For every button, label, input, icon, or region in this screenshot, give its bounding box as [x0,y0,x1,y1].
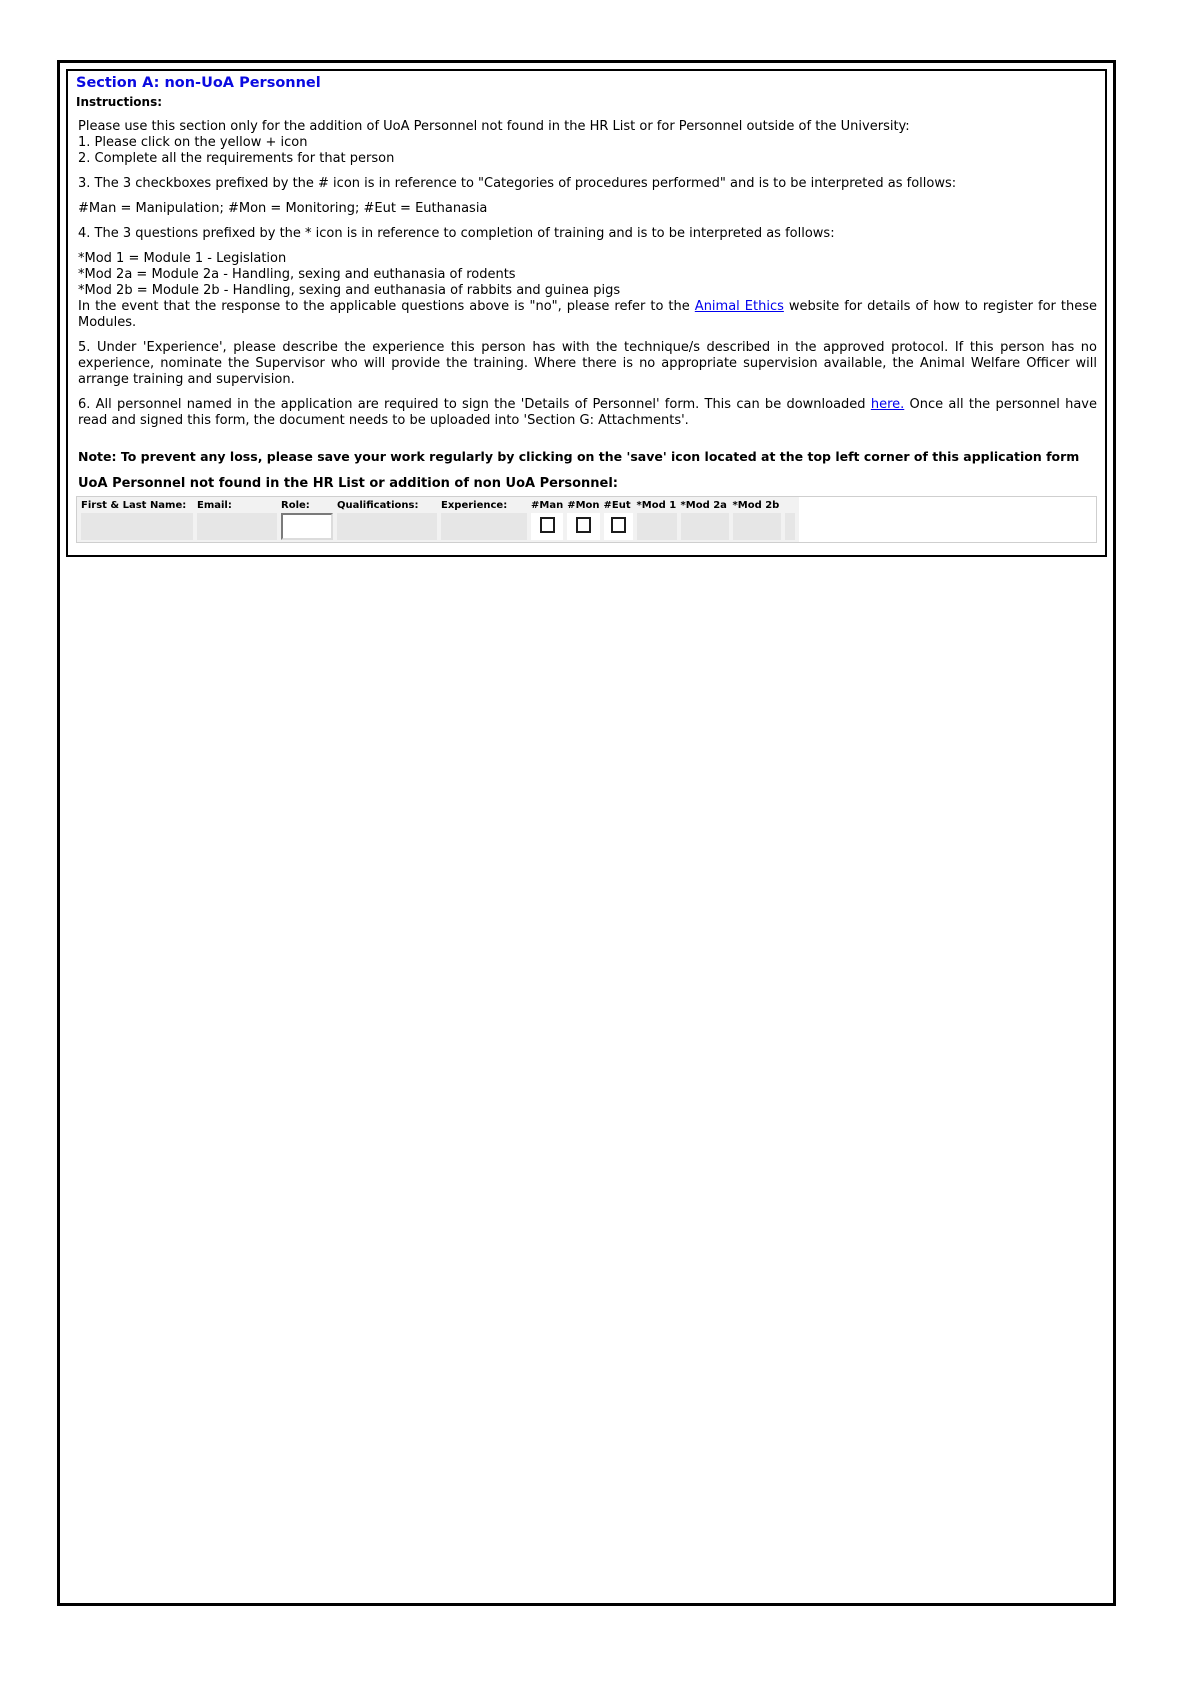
col-spacer [785,499,795,511]
instruction-item-6 [78,397,1097,429]
experience-cell [441,513,527,540]
col-mod2a: *Mod 2a [680,500,727,511]
col-eut: #Eut [603,500,631,511]
here-download-link[interactable]: here. [870,397,905,412]
mod2a-definition: *Mod 2a = Module 2a - Handling, sexing and euthanasia of rodents [78,267,516,282]
man-checkbox[interactable] [540,517,555,533]
application-form-canvas [57,60,1116,1606]
instructions-label: Instructions: [76,95,163,109]
personnel-table [77,497,799,542]
personnel-row [81,513,795,540]
col-qualifications: Qualifications: [337,500,419,511]
eut-checkbox[interactable] [611,517,626,533]
personnel-table-band [77,497,799,542]
email-cell [197,513,277,540]
mod2a-cell [681,513,729,540]
personnel-header-row [81,499,795,511]
col-experience: Experience: [441,500,508,511]
item6-text-pre: 6. All personnel named in the application are required to sign the 'Details of Personnel' form. This can be downloaded [78,397,866,412]
first-last-name-cell [81,513,193,540]
col-mon: #Mon [567,500,600,511]
register-text-pre: In the event that the response to the applicable questions above is "no", please refer to the [78,299,690,314]
intro-paragraph [78,119,1097,167]
personnel-table-caption: UoA Personnel not found in the HR List or addition of non UoA Personnel: [78,476,618,491]
register-text-post: website for details of how to register for these Modules. [78,299,1097,330]
instruction-item-4: 4. The 3 questions prefixed by the * icon is in reference to completion of training and is to be interpreted as follows: [78,226,835,241]
col-mod2b: *Mod 2b [732,500,780,511]
item6-text-post: Once all the personnel have read and signed this form, the document needs to be uploaded into 'Section G: Attachments'. [78,397,1098,428]
section-title: Section A: non-UoA Personnel [76,75,321,91]
col-mod1: *Mod 1 [636,500,677,511]
intro-line-2: 1. Please click on the yellow + icon [78,135,308,150]
eut-cell [604,513,633,540]
col-email: Email: [197,500,232,511]
col-role: Role: [281,500,310,511]
role-input[interactable] [281,513,333,540]
intro-line-1: Please use this section only for the addition of UoA Personnel not found in the HR List or for Personnel outside of the University: [78,119,910,134]
mod2b-definition: *Mod 2b = Module 2b - Handling, sexing and euthanasia of rabbits and guinea pigs [78,283,621,298]
animal-ethics-link[interactable]: Animal Ethics [694,299,784,314]
instruction-item-4-details [78,251,1097,331]
mon-cell [567,513,599,540]
instruction-item-3-detail: #Man = Manipulation; #Mon = Monitoring; #Eut = Euthanasia [78,201,488,216]
man-cell [531,513,563,540]
col-first-last-name: First & Last Name: [81,500,187,511]
save-note: Note: To prevent any loss, please save your work regularly by clicking on the 'save' icon located at the top left corner of this application form [78,449,1080,464]
col-man: #Man [531,500,564,511]
mod1-cell [637,513,677,540]
qualifications-cell [337,513,437,540]
mod1-definition: *Mod 1 = Module 1 - Legislation [78,251,287,266]
role-cell [281,513,333,540]
mod2b-cell [733,513,781,540]
personnel-table-strip [76,496,1097,543]
instruction-item-5: 5. Under 'Experience', please describe the experience this person has with the technique/s described in the approved protocol. If this person has no experience, nominate the Supervisor who will provide the training. Where there is no appropriate supervision available, the Animal Welfare Officer will arrange training and supervision. [78,340,1097,387]
row-spacer-cell [785,513,795,540]
intro-line-3: 2. Complete all the requirements for that person [78,151,395,166]
instruction-item-3: 3. The 3 checkboxes prefixed by the # icon is in reference to "Categories of procedures performed" and is to be interpreted as follows: [78,176,957,191]
mon-checkbox[interactable] [576,517,591,533]
section-a-panel [66,69,1107,557]
